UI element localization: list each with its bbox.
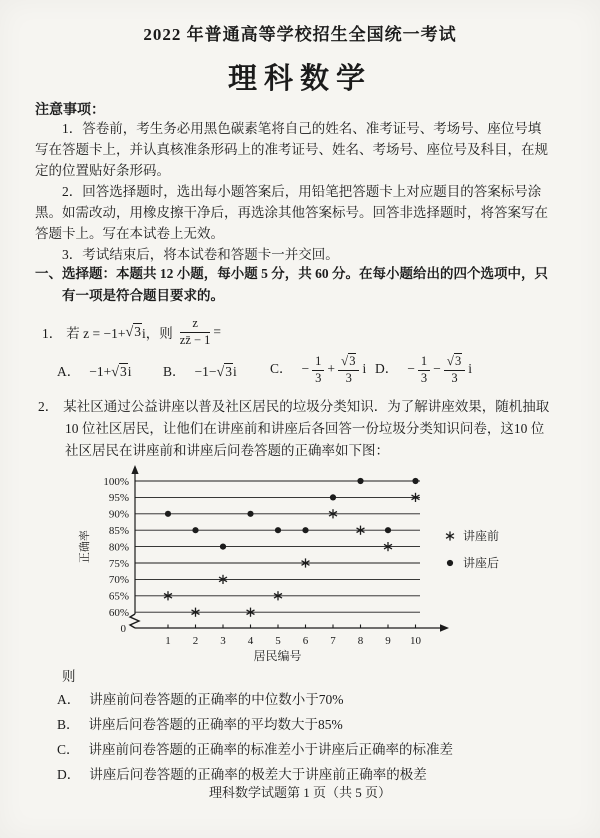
- svg-text:居民编号: 居民编号: [253, 649, 302, 663]
- exam-subject-title: 理科数学: [227, 63, 372, 95]
- svg-text:7: 7: [330, 635, 336, 647]
- question-number: 2．: [38, 399, 59, 414]
- fraction: [338, 354, 359, 386]
- option-label: C．: [57, 742, 80, 757]
- q2-chart-svg: [68, 464, 556, 669]
- option-label: D．: [375, 361, 399, 377]
- q2-stem-text: 某社区通过公益讲座以普及社区居民的垃圾分类知识．为了解讲座效果，随机抽取: [63, 399, 550, 414]
- option-text: i: [362, 361, 367, 377]
- minus-sign: −: [407, 361, 415, 377]
- svg-text:正确率: 正确率: [79, 530, 91, 564]
- q2-conclusion-lead: 则: [62, 669, 76, 684]
- svg-text:3: 3: [220, 635, 226, 647]
- fraction-numerator: [444, 354, 465, 371]
- minus-sign: −: [301, 361, 310, 377]
- text-line: 10 位社区居民，让他们在讲座前和讲座后各回答一份垃圾分类知识问卷，这10 位: [65, 421, 545, 436]
- option-b: [163, 360, 270, 381]
- svg-text:9: 9: [385, 635, 391, 647]
- svg-text:2: 2: [192, 635, 199, 647]
- question-2-options: [57, 687, 584, 787]
- option-label: D．: [57, 767, 81, 782]
- text-line: 2．回答选择题时，选出每小题答案后，用铅笔把答题卡上对应题目的答案标号涂: [62, 184, 542, 199]
- notice-paragraph-3: [35, 244, 578, 265]
- text-line: 3．考试结束后，将本试卷和答题卡一并交回。: [62, 247, 339, 262]
- equals-sign: =: [213, 324, 222, 339]
- option-text: i: [127, 363, 132, 379]
- svg-text:10: 10: [410, 635, 421, 647]
- svg-text:4: 4: [247, 635, 254, 647]
- option-label: A．: [57, 363, 81, 379]
- svg-text:8: 8: [357, 635, 364, 647]
- fraction-numerator: z: [180, 317, 211, 333]
- question-1-options: [57, 347, 586, 393]
- svg-text:95%: 95%: [108, 492, 129, 505]
- svg-text:100%: 100%: [103, 475, 129, 488]
- option-label: A．: [57, 692, 81, 707]
- option-text: 讲座后问卷答题的正确率的极差大于讲座前正确率的极差: [89, 767, 427, 782]
- svg-text:80%: 80%: [108, 541, 129, 554]
- fraction-numerator: 1: [418, 355, 430, 371]
- svg-text:90%: 90%: [108, 508, 129, 521]
- plus-sign: +: [327, 361, 336, 377]
- svg-text:讲座后: 讲座后: [463, 556, 500, 570]
- option-text: 讲座前问卷答题的正确率的标准差小于讲座后正确率的标准差: [88, 742, 454, 757]
- text-line: 一、选择题：本题共 12 小题，每小题 5 分，共 60 分。在每小题给出的四个选项中，只: [35, 266, 548, 281]
- option-label: B．: [163, 363, 186, 379]
- svg-text:6: 6: [302, 635, 309, 647]
- option-c: [270, 354, 375, 386]
- section-1-heading: [35, 263, 578, 306]
- option-label: B．: [57, 717, 80, 732]
- svg-text:75%: 75%: [108, 557, 129, 570]
- radical-sign: √: [216, 363, 225, 380]
- radical-sign: √: [341, 353, 349, 369]
- notes-heading: 注意事项：: [35, 103, 105, 118]
- text-line: 定的位置贴好条形码。: [35, 163, 170, 178]
- notice-paragraph-1: [35, 118, 578, 181]
- sqrt-expression: [341, 354, 356, 368]
- text-line: 社区居民在讲座前和讲座后问卷答题的正确率如下图：: [65, 443, 389, 458]
- fraction-numerator: [338, 354, 359, 371]
- q1-stem-text: i，则: [142, 326, 173, 341]
- q1-stem-text: 若 z = −1+: [66, 326, 126, 341]
- svg-text:0: 0: [120, 623, 126, 635]
- option-b: [57, 712, 584, 737]
- minus-sign: −: [433, 361, 441, 377]
- question-number: 1．: [42, 326, 63, 341]
- option-text: −1+: [89, 363, 112, 379]
- fraction-denominator: zz̄ − 1: [179, 332, 211, 347]
- question-1-stem: [42, 312, 580, 352]
- text-line: [38, 396, 580, 418]
- exam-title: 2022 年普通高等学校招生全国统一考试: [143, 25, 457, 44]
- sqrt-expression: [447, 354, 462, 368]
- radical-sign: √: [111, 363, 120, 380]
- question-2-stem: [38, 396, 580, 462]
- fraction: [180, 317, 211, 348]
- option-text: i: [468, 361, 472, 377]
- sqrt-expression: [125, 324, 142, 341]
- radicand: 3: [349, 354, 356, 369]
- svg-text:讲座前: 讲座前: [463, 529, 500, 543]
- radical-sign: √: [125, 323, 134, 340]
- svg-text:65%: 65%: [108, 590, 129, 603]
- fraction-denominator: 3: [420, 370, 428, 385]
- svg-text:85%: 85%: [108, 525, 129, 537]
- radicand: 3: [120, 363, 127, 379]
- radicand: 3: [225, 363, 233, 379]
- option-label: C．: [270, 361, 293, 377]
- page-footer: 理科数学试题第 1 页（共 5 页）: [208, 785, 391, 800]
- fraction: [312, 355, 324, 386]
- notice-paragraph-2: [35, 181, 578, 244]
- option-c: [57, 737, 584, 762]
- fraction: [418, 355, 430, 386]
- text-line: 答题卡上。写在本试卷上无效。: [35, 226, 224, 241]
- fraction-denominator: 3: [451, 371, 458, 385]
- svg-text:60%: 60%: [108, 607, 129, 619]
- radicand: 3: [454, 354, 462, 369]
- sqrt-expression: [111, 364, 128, 379]
- svg-text:1: 1: [165, 635, 171, 647]
- option-text: i: [233, 363, 237, 379]
- option-text: 讲座后问卷答题的正确率的平均数大于85%: [88, 717, 343, 732]
- fraction-denominator: 3: [345, 371, 352, 385]
- text-line: 1．答卷前，考生务必用黑色碳素笔将自己的姓名、准考证号、考场号、座位号填: [62, 121, 542, 136]
- option-text: −1−: [194, 363, 217, 379]
- sqrt-expression: [217, 364, 234, 379]
- option-d: [375, 354, 472, 386]
- text-line: 写在答题卡上，并认真核准条形码上的准考证号、姓名、考场号、座位号及科目，在规: [35, 142, 548, 157]
- svg-text:5: 5: [275, 635, 281, 647]
- fraction-denominator: 3: [315, 370, 322, 385]
- text-line: 黑。如需改动，用橡皮擦干净后，再选涂其他答案标号。回答非选择题时，将答案写在: [35, 205, 548, 220]
- q2-accuracy-chart: [68, 464, 556, 674]
- option-a: [57, 687, 584, 712]
- text-line: 有一项是符合题目要求的。: [62, 287, 224, 303]
- svg-text:70%: 70%: [108, 574, 129, 587]
- fraction: [444, 354, 465, 386]
- radicand: 3: [134, 323, 141, 339]
- fraction-numerator: 1: [312, 355, 324, 371]
- radical-sign: √: [446, 353, 454, 369]
- option-text: 讲座前问卷答题的正确率的中位数小于70%: [89, 692, 344, 707]
- option-a: [57, 360, 163, 381]
